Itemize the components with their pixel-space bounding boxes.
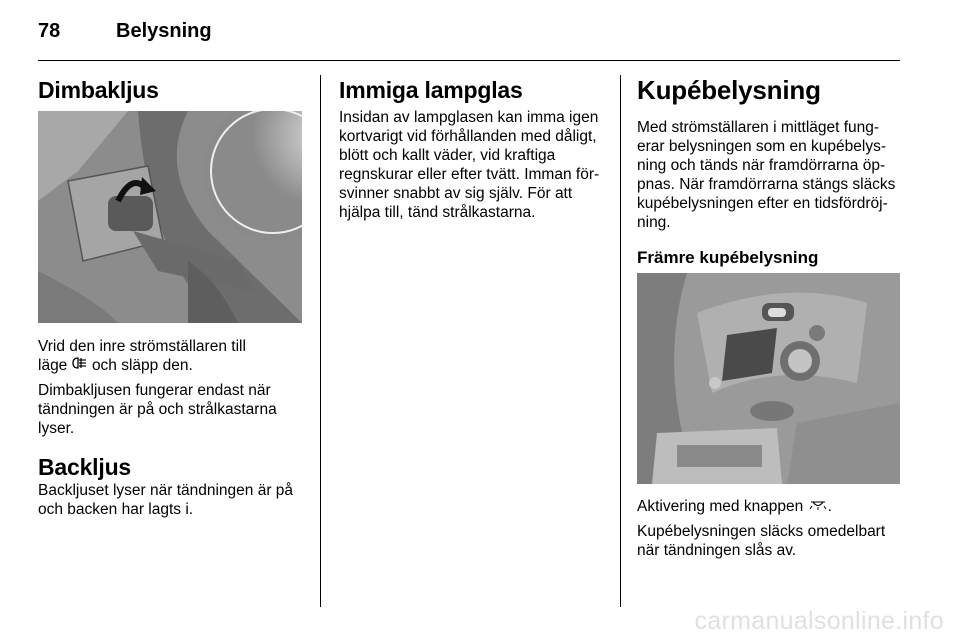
left-text-block xyxy=(38,337,308,519)
column-divider-1 xyxy=(320,75,321,607)
fog-light-condition: Dimbakljusen fungerar endast när tändningen är på och strålkastarna lyser. xyxy=(38,382,277,437)
left-column xyxy=(38,75,308,104)
activation-prefix: Aktivering med knappen xyxy=(637,498,804,515)
interior-light-icon xyxy=(808,497,828,516)
activation-text xyxy=(637,497,903,516)
page-number: 78 xyxy=(38,20,61,42)
instruction-prefix: läge xyxy=(38,357,68,374)
rear-fog-lamp-icon xyxy=(72,356,88,375)
section-title: Belysning xyxy=(116,20,212,42)
activation-suffix: . xyxy=(827,498,832,515)
immiga-lampglas-heading: Immiga lampglas xyxy=(339,77,523,103)
front-interior-light-heading: Främre kupébelysning xyxy=(637,248,819,267)
backljus-heading: Backljus xyxy=(38,454,132,480)
watermark: carmanualsonline.info xyxy=(694,607,944,635)
instruction-suffix: och släpp den. xyxy=(91,357,193,374)
kupebelysning-heading: Kupébelysning xyxy=(637,75,821,105)
front-interior-light-photo xyxy=(637,273,900,484)
dimbakljus-heading: Dimbakljus xyxy=(38,77,159,103)
condensation-text: Insidan av lampglasen kan imma igen kortvarigt vid förhållanden med dåligt, blött och kallt väder, vid kraftiga regnskurar eller efter tvätt. Imman för-svinner snabbt av sig själv. För att hjälpa till, tänd strålkastarna. xyxy=(339,109,600,221)
instruction-line-2 xyxy=(38,356,308,375)
interior-light-text: Med strömställaren i mittläget fung-erar belysningen som en kupébelys-ning och tänds när framdörrarna öp-pnas. När framdörrarna stängs släcks kupébelysningen efter en tidsfördröj-ning. xyxy=(637,119,896,231)
fog-light-switch-photo xyxy=(38,111,302,323)
column-divider-2 xyxy=(620,75,621,607)
right-column xyxy=(637,75,903,268)
header-rule xyxy=(38,60,900,61)
interior-off-text: Kupébelysningen släcks omedelbart när tändningen slås av. xyxy=(637,523,886,559)
reverse-light-text: Backljuset lyser när tändningen är på och backen har lagts i. xyxy=(38,482,294,518)
instruction-line-1: Vrid den inre strömställaren till xyxy=(38,338,246,355)
middle-column xyxy=(339,75,603,222)
right-text-block xyxy=(637,497,903,560)
